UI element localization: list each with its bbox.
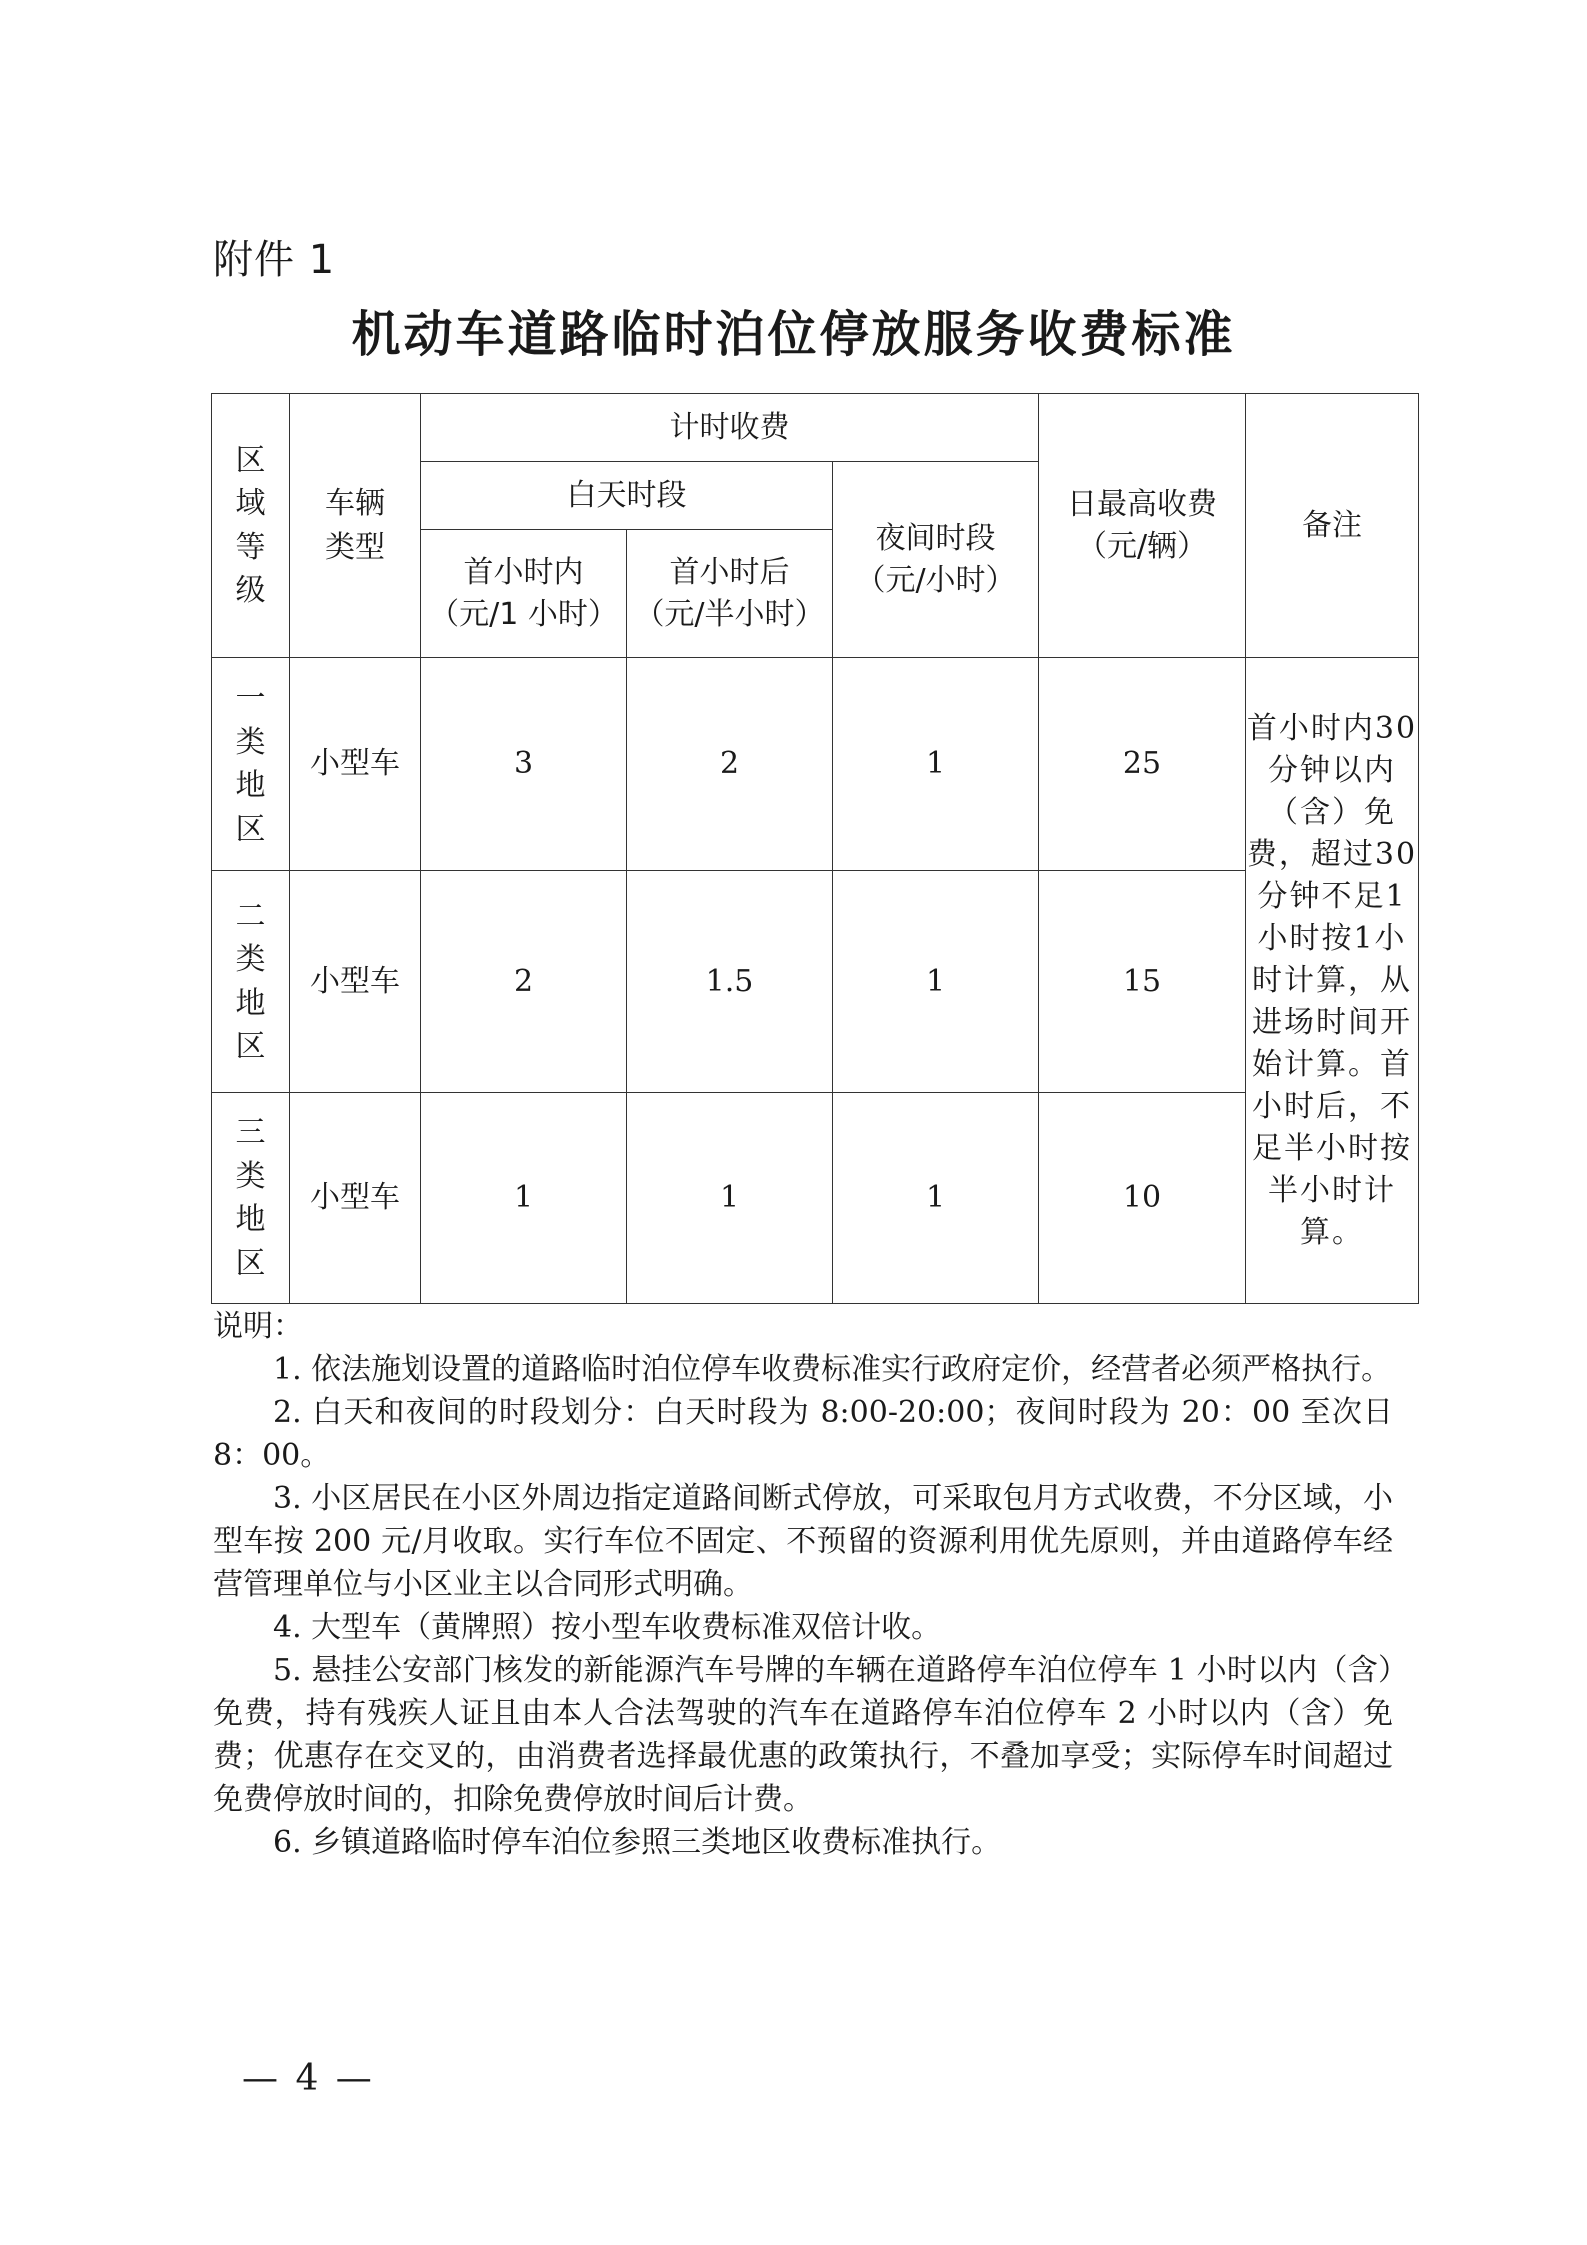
- timed-header: 计时收费: [421, 394, 1039, 462]
- note-item: 5. 悬挂公安部门核发的新能源汽车号牌的车辆在道路停车泊位停车 1 小时以内（含）免费，持有残疾人证且由本人合法驾驶的汽车在道路停车泊位停车 2 小时以内（含）免费；优惠存在交叉的，由消费者选择最优惠的政策执行，不叠加享受；实际停车时间超过免费停放时间的，扣除免费停放时间后计费。: [213, 1653, 1393, 1817]
- note-item: 6. 乡镇道路临时停车泊位参照三类地区收费标准执行。: [273, 1825, 1002, 1860]
- night-cell: 1: [833, 658, 1039, 871]
- vehicle-cell: 小型车: [290, 658, 421, 871]
- first-hour-unit: （元/1 小时）: [429, 596, 618, 632]
- first-hour-cell: 3: [421, 658, 627, 871]
- after-first-hour-header: [627, 530, 833, 658]
- daily-max-unit: （元/辆）: [1076, 528, 1208, 564]
- first-hour-cell: 2: [421, 871, 627, 1093]
- night-unit: （元/小时）: [855, 562, 1016, 598]
- notes-lead: 说明：: [213, 1309, 303, 1344]
- daytime-header: 白天时段: [421, 462, 833, 530]
- first-hour-title: 首小时内: [463, 554, 584, 590]
- page-title: 机动车道路临时泊位停放服务收费标准: [351, 306, 1236, 363]
- first-hour-header: [421, 530, 627, 658]
- zone-cell: [212, 871, 290, 1093]
- after-first-hour-cell: 1.5: [627, 871, 833, 1093]
- vehicle-cell: 小型车: [290, 1093, 421, 1304]
- vehicle-header: 车辆类型: [325, 486, 385, 565]
- vehicle-header-cell: [290, 394, 421, 658]
- zone-cell: [212, 658, 290, 871]
- after-first-hour-title: 首小时后: [669, 554, 790, 590]
- table-row: [212, 871, 1419, 1093]
- remarks-header: 备注: [1246, 394, 1419, 658]
- first-hour-cell: 1: [421, 1093, 627, 1304]
- zone-header: 区域等级: [235, 442, 266, 608]
- after-first-hour-cell: 1: [627, 1093, 833, 1304]
- zone-label: 三类地区: [235, 1115, 266, 1281]
- note-item: 3. 小区居民在小区外周边指定道路间断式停放，可采取包月方式收费，不分区域，小型车按 200 元/月收取。实行车位不固定、不预留的资源利用优先原则，并由道路停车经营管理单位与小区业主以合同形式明确。: [213, 1481, 1393, 1602]
- zone-label: 一类地区: [235, 681, 266, 847]
- daily-max-title: 日最高收费: [1067, 486, 1218, 522]
- daily-max-cell: 15: [1039, 871, 1246, 1093]
- night-cell: 1: [833, 1093, 1039, 1304]
- night-cell: 1: [833, 871, 1039, 1093]
- note-item: 1. 依法施划设置的道路临时泊位停车收费标准实行政府定价，经营者必须严格执行。: [273, 1352, 1392, 1387]
- zone-label: 二类地区: [235, 898, 266, 1064]
- daily-max-header: [1039, 394, 1246, 658]
- remark-cell: 首小时内30分钟以内（含）免费，超过30分钟不足1小时按1小时计算，从进场时间开始计算。首小时后，不足半小时按半小时计算。: [1246, 658, 1419, 1304]
- attachment-label: 附件 1: [213, 237, 336, 283]
- after-first-hour-cell: 2: [627, 658, 833, 871]
- page-number: — 4 —: [242, 2058, 375, 2099]
- note-item: 4. 大型车（黄牌照）按小型车收费标准双倍计收。: [273, 1610, 942, 1645]
- vehicle-cell: 小型车: [290, 871, 421, 1093]
- note-item: 2. 白天和夜间的时段划分：白天时段为 8:00-20:00；夜间时段为 20：00 至次日 8：00。: [213, 1395, 1393, 1473]
- daily-max-cell: 10: [1039, 1093, 1246, 1304]
- table-row: [212, 658, 1419, 871]
- after-first-hour-unit: （元/半小时）: [634, 596, 825, 632]
- night-title: 夜间时段: [875, 520, 996, 556]
- table-row: [212, 1093, 1419, 1304]
- daily-max-cell: 25: [1039, 658, 1246, 871]
- zone-header-cell: [212, 394, 290, 658]
- zone-cell: [212, 1093, 290, 1304]
- notes-section: [213, 1305, 1393, 1864]
- fee-table: [211, 393, 1419, 1304]
- night-header: [833, 462, 1039, 658]
